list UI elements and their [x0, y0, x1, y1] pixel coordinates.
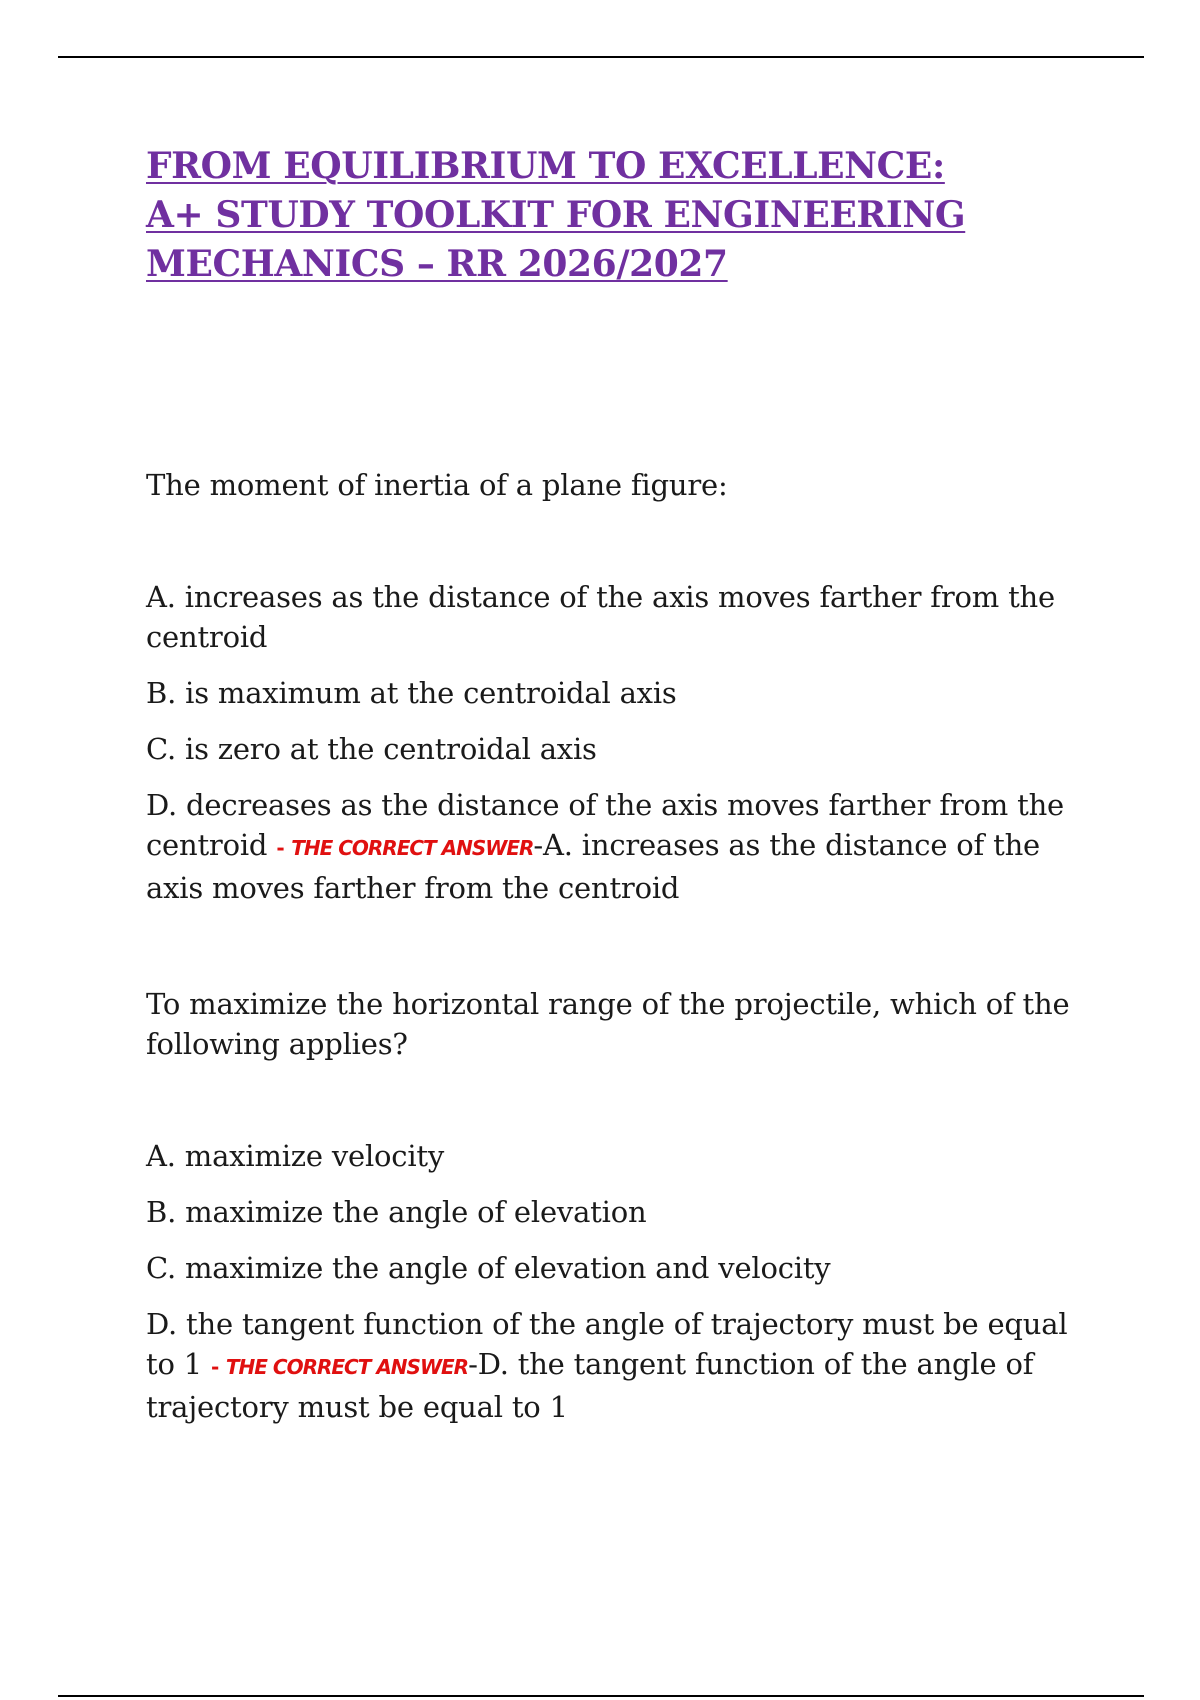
title-line: MECHANICS – RR 2026/2027 — [146, 243, 728, 285]
title-line: FROM EQUILIBRIUM TO EXCELLENCE: — [146, 145, 945, 187]
answer-dash: - — [211, 1355, 226, 1379]
question-block-1 — [146, 465, 1076, 908]
option-d-with-answer: D. the tangent function of the angle of trajectory must be equal to 1 - THE CORRECT ANSWER-D. the tangent function of the angle of trajectory must be equal to 1 — [146, 1307, 1068, 1424]
option-c: C. maximize the angle of elevation and velocity — [146, 1251, 831, 1285]
option-d-with-answer: D. decreases as the distance of the axis moves farther from the centroid - THE CORRECT ANSWER-A. increases as the distance of the axis moves farther from the centroid — [146, 788, 1065, 905]
correct-answer-text: A. increases as the distance of the axis moves farther from the centroid — [146, 828, 1041, 905]
correct-answer-marker: THE CORRECT ANSWER — [225, 1355, 469, 1379]
correct-answer-text: D. the tangent function of the angle of trajectory must be equal to 1 — [146, 1347, 1034, 1424]
top-rule — [58, 56, 1144, 58]
document-page — [146, 142, 1076, 1443]
question-text: To maximize the horizontal range of the projectile, which of the following applies? — [146, 987, 1070, 1061]
answer-dash: - — [276, 836, 292, 860]
correct-answer-marker: THE CORRECT ANSWER — [291, 836, 534, 860]
question-text: The moment of inertia of a plane figure: — [146, 468, 728, 502]
question-block-2 — [146, 984, 1076, 1427]
option-b: B. maximize the angle of elevation — [146, 1195, 647, 1229]
option-d: D. decreases as the distance of the axis moves farther from the centroid — [146, 788, 1065, 862]
title-line: A+ STUDY TOOLKIT FOR ENGINEERING — [146, 194, 966, 236]
option-d: D. the tangent function of the angle of trajectory must be equal to 1 — [146, 1307, 1068, 1381]
option-b: B. is maximum at the centroidal axis — [146, 676, 677, 710]
bottom-rule — [58, 1695, 1144, 1697]
option-a: A. maximize velocity — [146, 1139, 445, 1173]
document-title — [146, 142, 1076, 289]
option-c: C. is zero at the centroidal axis — [146, 732, 597, 766]
option-a: A. increases as the distance of the axis moves farther from the centroid — [146, 580, 1055, 654]
